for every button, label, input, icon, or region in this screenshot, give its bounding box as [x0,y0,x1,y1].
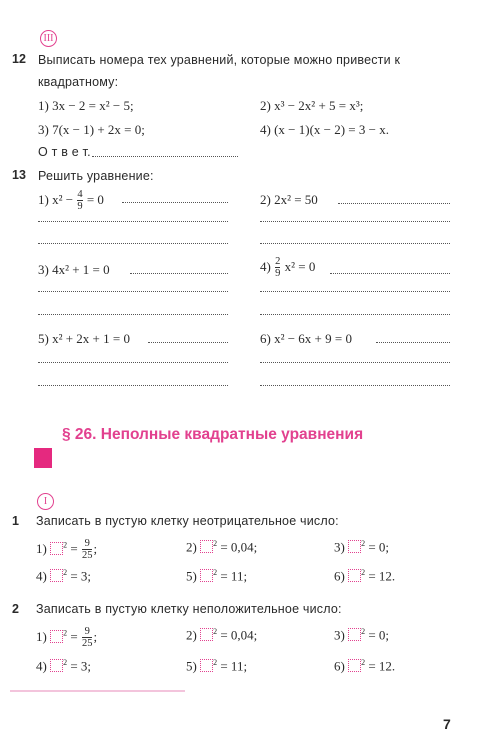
empty-cell[interactable] [348,540,361,553]
task-2-text: Записать в пустую клетку неположительное число: [36,602,342,616]
task-2-number: 2 [12,602,19,616]
task-2-item-3: 3) $^2$ = 0; [334,627,390,643]
task-13-number: 13 [12,168,26,182]
level-marker-1: I [37,493,54,510]
task-13-item-5: 5) x² + 2x + 1 = 0 [38,331,130,346]
task-2-item-5: 5) $^2$ = 11; [186,658,248,674]
answer-line[interactable] [260,362,450,363]
task-2-item-1: 1) $^2$ = $\frac{9}{25}$ ; [36,626,98,649]
task-2-item-6: 6) $^2$ = 12. [334,658,396,674]
answer-line[interactable] [260,291,450,292]
task-1-text: Записать в пустую клетку неотрицательное число: [36,514,339,528]
task-13-item-2: 2) 2x² = 50 [260,192,318,207]
answer-line[interactable] [38,385,228,386]
decorative-rule [10,690,185,692]
task-12-item-4: 4) (x − 1)(x − 2) = 3 − x. [260,122,389,137]
task-12-item-2: 2) x³ − 2x² + 5 = x³; [260,98,364,113]
empty-cell[interactable] [348,659,361,672]
answer-line[interactable] [260,221,450,222]
answer-line[interactable] [260,314,450,315]
task-13-item-3: 3) 4x² + 1 = 0 [38,262,110,277]
section-marker-block [34,448,52,468]
section-title: § 26. Неполные квадратные уравнения [62,426,364,443]
answer-line[interactable] [260,385,450,386]
task-12-item-1: 1) 3x − 2 = x² − 5; [38,98,134,113]
task-12-text-line2: квадратному: [38,75,119,89]
empty-cell[interactable] [200,628,213,641]
task-1-item-4: 4) $^2$ = 3; [36,568,92,584]
task-1-item-5: 5) $^2$ = 11; [186,568,248,584]
answer-line[interactable] [38,314,228,315]
task-1-item-2: 2) $^2$ = 0,04; [186,539,258,555]
task-12-text-line1: Выписать номера тех уравнений, которые можно привести к [38,53,401,67]
task-12-number: 12 [12,52,26,66]
task-12-item-3: 3) 7(x − 1) + 2x = 0; [38,122,145,137]
empty-cell[interactable] [50,569,63,582]
page-number: 7 [443,716,451,732]
empty-cell[interactable] [50,659,63,672]
answer-line[interactable] [330,273,450,274]
task-13-text: Решить уравнение: [38,169,154,183]
answer-line[interactable] [38,221,228,222]
empty-cell[interactable] [200,659,213,672]
task-1-item-1: 1) $^2$ = $\frac{9}{25}$ ; [36,538,98,561]
task-1-number: 1 [12,514,19,528]
answer-line[interactable] [130,273,228,274]
answer-line[interactable] [148,342,228,343]
task-2-item-2: 2) $^2$ = 0,04; [186,627,258,643]
answer-line[interactable] [38,243,228,244]
answer-line[interactable] [38,362,228,363]
empty-cell[interactable] [200,569,213,582]
task-2-item-4: 4) $^2$ = 3; [36,658,92,674]
answer-line[interactable] [122,202,228,203]
task-1-item-3: 3) $^2$ = 0; [334,539,390,555]
empty-cell[interactable] [348,628,361,641]
empty-cell[interactable] [50,630,63,643]
answer-line[interactable] [338,203,450,204]
answer-line[interactable] [92,156,238,157]
empty-cell[interactable] [200,540,213,553]
task-13-item-4: 4) $\frac{2}{9}$ x² = 0 [260,256,316,279]
task-13-item-6: 6) x² − 6x + 9 = 0 [260,331,352,346]
answer-line[interactable] [38,291,228,292]
empty-cell[interactable] [50,542,63,555]
task-13-item-1: 1) x² − $\frac{4}{9}$ = 0 [38,189,104,212]
task-1-item-6: 6) $^2$ = 12. [334,568,396,584]
answer-line[interactable] [376,342,450,343]
answer-label: О т в е т. [38,145,91,159]
answer-line[interactable] [260,243,450,244]
empty-cell[interactable] [348,569,361,582]
level-marker-3: III [40,30,57,47]
